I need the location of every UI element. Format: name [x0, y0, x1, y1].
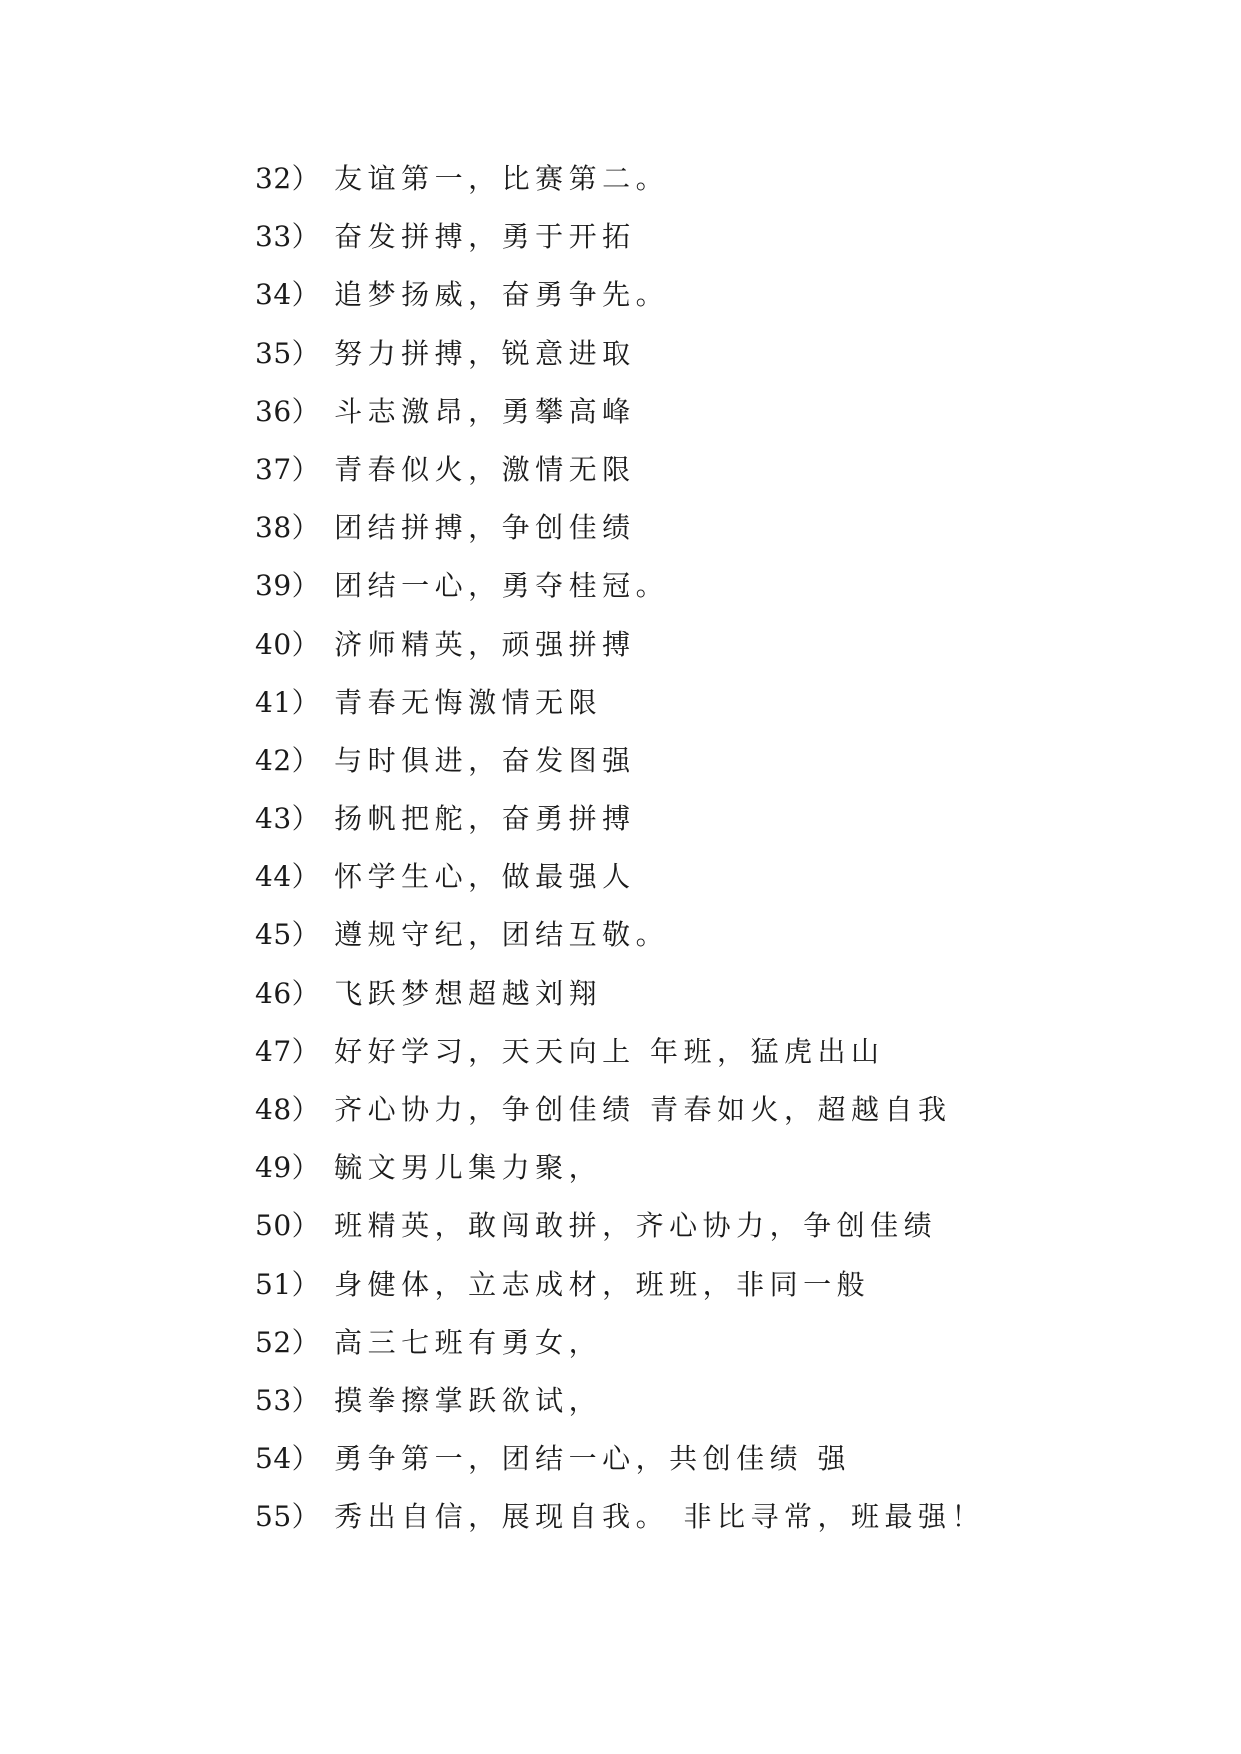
item-text: 怀学生心，做最强人	[334, 860, 636, 894]
item-number: 54）	[255, 1442, 321, 1476]
list-item	[255, 567, 1155, 625]
list-item	[255, 858, 1155, 916]
item-text: 毓文男儿集力聚，	[334, 1151, 603, 1185]
item-text: 团结一心，勇夺桂冠。	[334, 569, 670, 603]
list-item	[255, 393, 1155, 451]
item-text: 齐心协力，争创佳绩 青春如火，超越自我	[334, 1093, 952, 1126]
item-number: 33）	[255, 220, 321, 254]
list-item	[255, 335, 1155, 393]
item-number: 36）	[255, 394, 321, 428]
item-number: 46）	[255, 976, 321, 1010]
item-number: 38）	[255, 511, 321, 545]
item-number: 43）	[255, 802, 321, 836]
item-number: 40）	[255, 627, 321, 661]
item-text: 身健体，立志成材，班班，非同一般	[334, 1267, 871, 1301]
item-number: 50）	[255, 1209, 321, 1243]
list-item	[255, 1382, 1155, 1440]
item-number: 44）	[255, 860, 321, 894]
item-text: 团结拼搏，争创佳绩	[334, 511, 636, 545]
item-number: 47）	[255, 1034, 321, 1068]
item-text: 友谊第一，比赛第二。	[334, 162, 670, 195]
item-number: 35）	[255, 336, 321, 370]
item-text: 努力拼搏，锐意进取	[334, 336, 636, 370]
list-item	[255, 509, 1155, 567]
item-number: 32）	[255, 162, 321, 195]
list-item	[255, 1091, 1155, 1149]
item-number: 37）	[255, 452, 321, 486]
item-number: 55）	[255, 1500, 321, 1534]
item-text: 青春无悔激情无限	[334, 685, 603, 719]
list-item	[255, 800, 1155, 858]
list-item	[255, 1266, 1155, 1324]
item-text: 青春似火，激情无限	[334, 452, 636, 486]
item-number: 49）	[255, 1151, 321, 1185]
list-item	[255, 276, 1155, 334]
item-text: 秀出自信，展现自我。 非比寻常，班最强！	[334, 1500, 986, 1534]
item-text: 追梦扬威，奋勇争先。	[334, 278, 670, 312]
list-item	[255, 451, 1155, 509]
item-number: 41）	[255, 685, 321, 719]
slogan-list	[255, 160, 1155, 1557]
list-item	[255, 1498, 1155, 1556]
list-item	[255, 684, 1155, 742]
item-text: 摸拳擦掌跃欲试，	[334, 1383, 603, 1417]
item-text: 扬帆把舵，奋勇拼搏	[334, 802, 636, 836]
list-item	[255, 1207, 1155, 1265]
list-item	[255, 916, 1155, 974]
item-text: 飞跃梦想超越刘翔	[334, 976, 603, 1010]
item-number: 39）	[255, 569, 321, 603]
item-number: 48）	[255, 1093, 321, 1126]
list-item	[255, 626, 1155, 684]
list-item	[255, 1149, 1155, 1207]
item-text: 济师精英，顽强拼搏	[334, 627, 636, 661]
list-item	[255, 1324, 1155, 1382]
list-item	[255, 975, 1155, 1033]
item-number: 51）	[255, 1267, 321, 1301]
item-number: 53）	[255, 1383, 321, 1417]
item-number: 45）	[255, 918, 321, 952]
list-item	[255, 742, 1155, 800]
item-text: 高三七班有勇女，	[334, 1325, 603, 1359]
item-number: 34）	[255, 278, 321, 312]
item-text: 奋发拼搏，勇于开拓	[334, 220, 636, 254]
item-number: 42）	[255, 743, 321, 777]
list-item	[255, 218, 1155, 276]
list-item	[255, 1033, 1155, 1091]
item-text: 好好学习，天天向上 年班，猛虎出山	[334, 1034, 885, 1068]
item-text: 班精英，敢闯敢拼，齐心协力，争创佳绩	[334, 1209, 938, 1243]
item-number: 52）	[255, 1325, 321, 1359]
list-item	[255, 160, 1155, 218]
item-text: 勇争第一，团结一心，共创佳绩 强	[334, 1442, 852, 1476]
item-text: 与时俱进，奋发图强	[334, 743, 636, 777]
item-text: 斗志激昂，勇攀高峰	[334, 394, 636, 428]
list-item	[255, 1440, 1155, 1498]
item-text: 遵规守纪，团结互敬。	[334, 918, 670, 952]
